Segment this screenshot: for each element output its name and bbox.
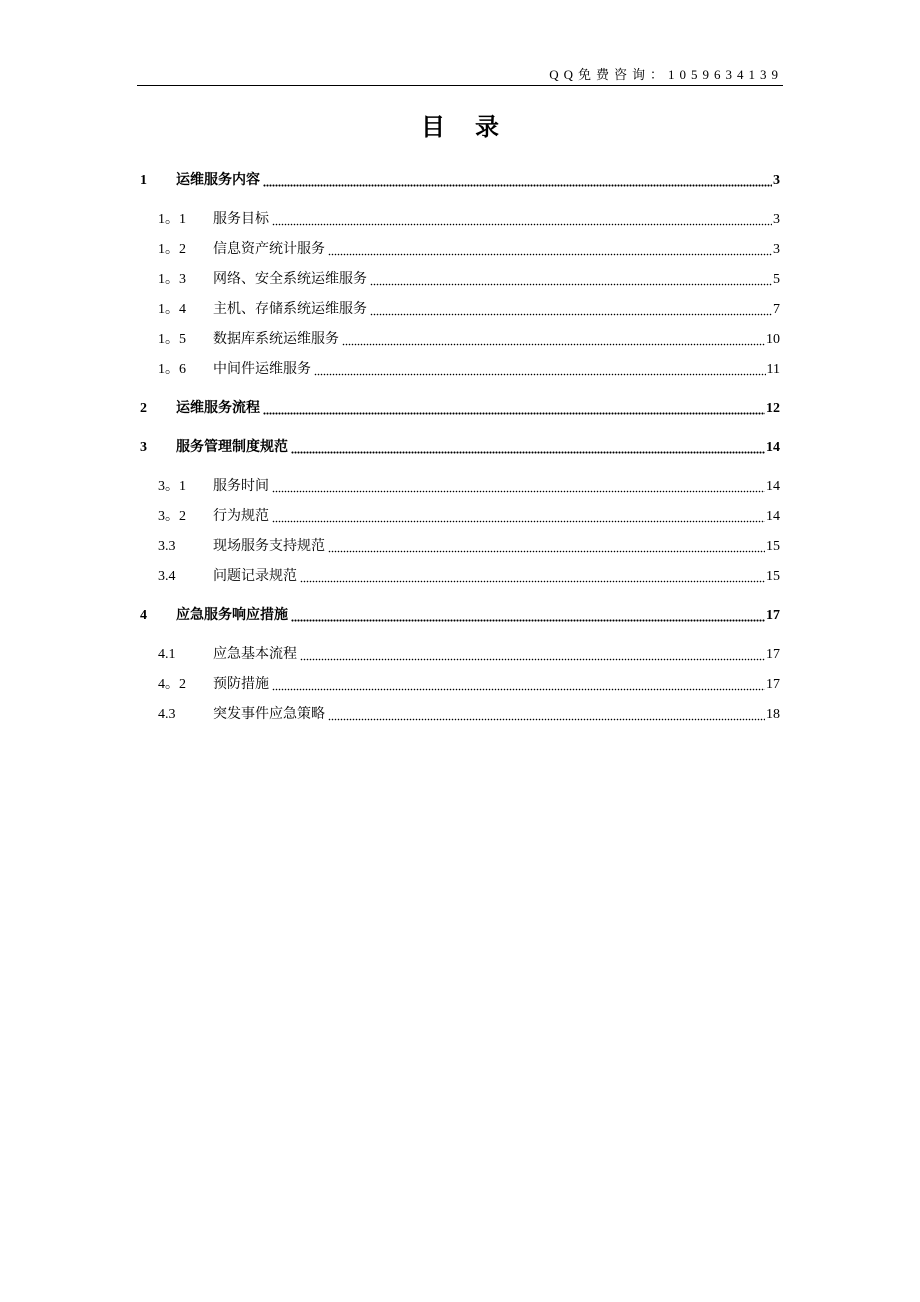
- toc-entry-title: 主机、存储系统运维服务: [213, 302, 367, 317]
- toc-entry-title: 数据库系统运维服务: [213, 332, 339, 347]
- toc-entry-page: 3: [773, 173, 780, 188]
- toc-entry[interactable]: [140, 532, 780, 562]
- toc-entry[interactable]: [140, 562, 780, 592]
- toc-entry-title: 服务目标: [213, 212, 269, 227]
- toc-entry[interactable]: [140, 601, 780, 631]
- toc-leader-dots: [272, 670, 765, 700]
- toc-leader-dots: [291, 433, 765, 463]
- toc-entry-page: 18: [766, 707, 780, 722]
- toc-entry-number: 3.4: [158, 569, 176, 584]
- toc-entry-title: 信息资产统计服务: [213, 242, 325, 257]
- toc-entry-page: 17: [766, 647, 780, 662]
- toc-entry-number: 1。6: [158, 362, 186, 377]
- toc-entry-page: 3: [773, 212, 780, 227]
- toc-entry[interactable]: [140, 700, 780, 730]
- toc-entry[interactable]: [140, 472, 780, 502]
- toc-leader-dots: [370, 295, 772, 325]
- toc-leader-dots: [263, 166, 772, 196]
- toc-entry-title: 服务时间: [213, 479, 269, 494]
- toc-entry-title: 突发事件应急策略: [213, 707, 325, 722]
- toc-entry[interactable]: [140, 265, 780, 295]
- toc-entry-number: 3: [140, 440, 147, 455]
- toc-entry-number: 3。1: [158, 479, 186, 494]
- toc-entry-page: 14: [766, 440, 780, 455]
- toc-entry-page: 17: [766, 677, 780, 692]
- toc-entry[interactable]: [140, 394, 780, 424]
- toc-leader-dots: [328, 700, 765, 730]
- toc-entry-title: 中间件运维服务: [213, 362, 311, 377]
- toc-entry-number: 4.3: [158, 707, 176, 722]
- toc-entry-number: 1。5: [158, 332, 186, 347]
- toc-entry-number: 3。2: [158, 509, 186, 524]
- toc-entry-title: 问题记录规范: [213, 569, 297, 584]
- table-of-contents: [137, 157, 783, 730]
- toc-entry-title: 应急服务响应措施: [176, 608, 288, 623]
- toc-leader-dots: [263, 394, 765, 424]
- header-contact: QQ免费咨询：1059634139: [549, 67, 783, 82]
- toc-entry-page: 7: [773, 302, 780, 317]
- toc-entry[interactable]: [140, 433, 780, 463]
- toc-entry-number: 4。2: [158, 677, 186, 692]
- toc-entry-title: 服务管理制度规范: [176, 440, 288, 455]
- toc-entry-title: 网络、安全系统运维服务: [213, 272, 367, 287]
- toc-entry[interactable]: [140, 355, 780, 385]
- toc-leader-dots: [272, 205, 772, 235]
- toc-entry-page: 14: [766, 479, 780, 494]
- toc-entry-page: 15: [766, 539, 780, 554]
- toc-entry-number: 1。1: [158, 212, 186, 227]
- toc-leader-dots: [314, 355, 766, 385]
- toc-leader-dots: [300, 640, 765, 670]
- toc-entry-number: 3.3: [158, 539, 176, 554]
- header-rule: [137, 85, 783, 86]
- toc-entry-page: 3: [773, 242, 780, 257]
- toc-entry-page: 5: [773, 272, 780, 287]
- toc-entry-title: 预防措施: [213, 677, 269, 692]
- toc-entry[interactable]: [140, 502, 780, 532]
- toc-leader-dots: [291, 601, 765, 631]
- toc-entry[interactable]: [140, 670, 780, 700]
- toc-entry-number: 4.1: [158, 647, 176, 662]
- toc-entry-page: 17: [766, 608, 780, 623]
- toc-leader-dots: [328, 532, 765, 562]
- toc-entry-page: 12: [766, 401, 780, 416]
- toc-entry-title: 现场服务支持规范: [213, 539, 325, 554]
- toc-entry-number: 1: [140, 173, 147, 188]
- toc-leader-dots: [300, 562, 765, 592]
- toc-entry[interactable]: [140, 205, 780, 235]
- toc-leader-dots: [328, 235, 772, 265]
- toc-entry-title: 运维服务流程: [176, 401, 260, 416]
- toc-entry-page: 14: [766, 509, 780, 524]
- toc-entry-number: 1。2: [158, 242, 186, 257]
- toc-entry-title: 行为规范: [213, 509, 269, 524]
- toc-entry-number: 2: [140, 401, 147, 416]
- toc-leader-dots: [272, 502, 765, 532]
- toc-entry-number: 1。4: [158, 302, 186, 317]
- toc-entry[interactable]: [140, 295, 780, 325]
- toc-entry-number: 4: [140, 608, 147, 623]
- toc-entry[interactable]: [140, 235, 780, 265]
- toc-leader-dots: [272, 472, 765, 502]
- toc-entry-title: 应急基本流程: [213, 647, 297, 662]
- toc-entry-page: 10: [766, 332, 780, 347]
- toc-entry-number: 1。3: [158, 272, 186, 287]
- toc-entry-page: 11: [766, 362, 780, 377]
- toc-entry[interactable]: [140, 640, 780, 670]
- toc-leader-dots: [342, 325, 765, 355]
- toc-entry[interactable]: [140, 325, 780, 355]
- toc-entry-title: 运维服务内容: [176, 173, 260, 188]
- toc-entry[interactable]: [140, 166, 780, 196]
- toc-leader-dots: [370, 265, 772, 295]
- toc-entry-page: 15: [766, 569, 780, 584]
- page-title: 目 录: [421, 115, 511, 141]
